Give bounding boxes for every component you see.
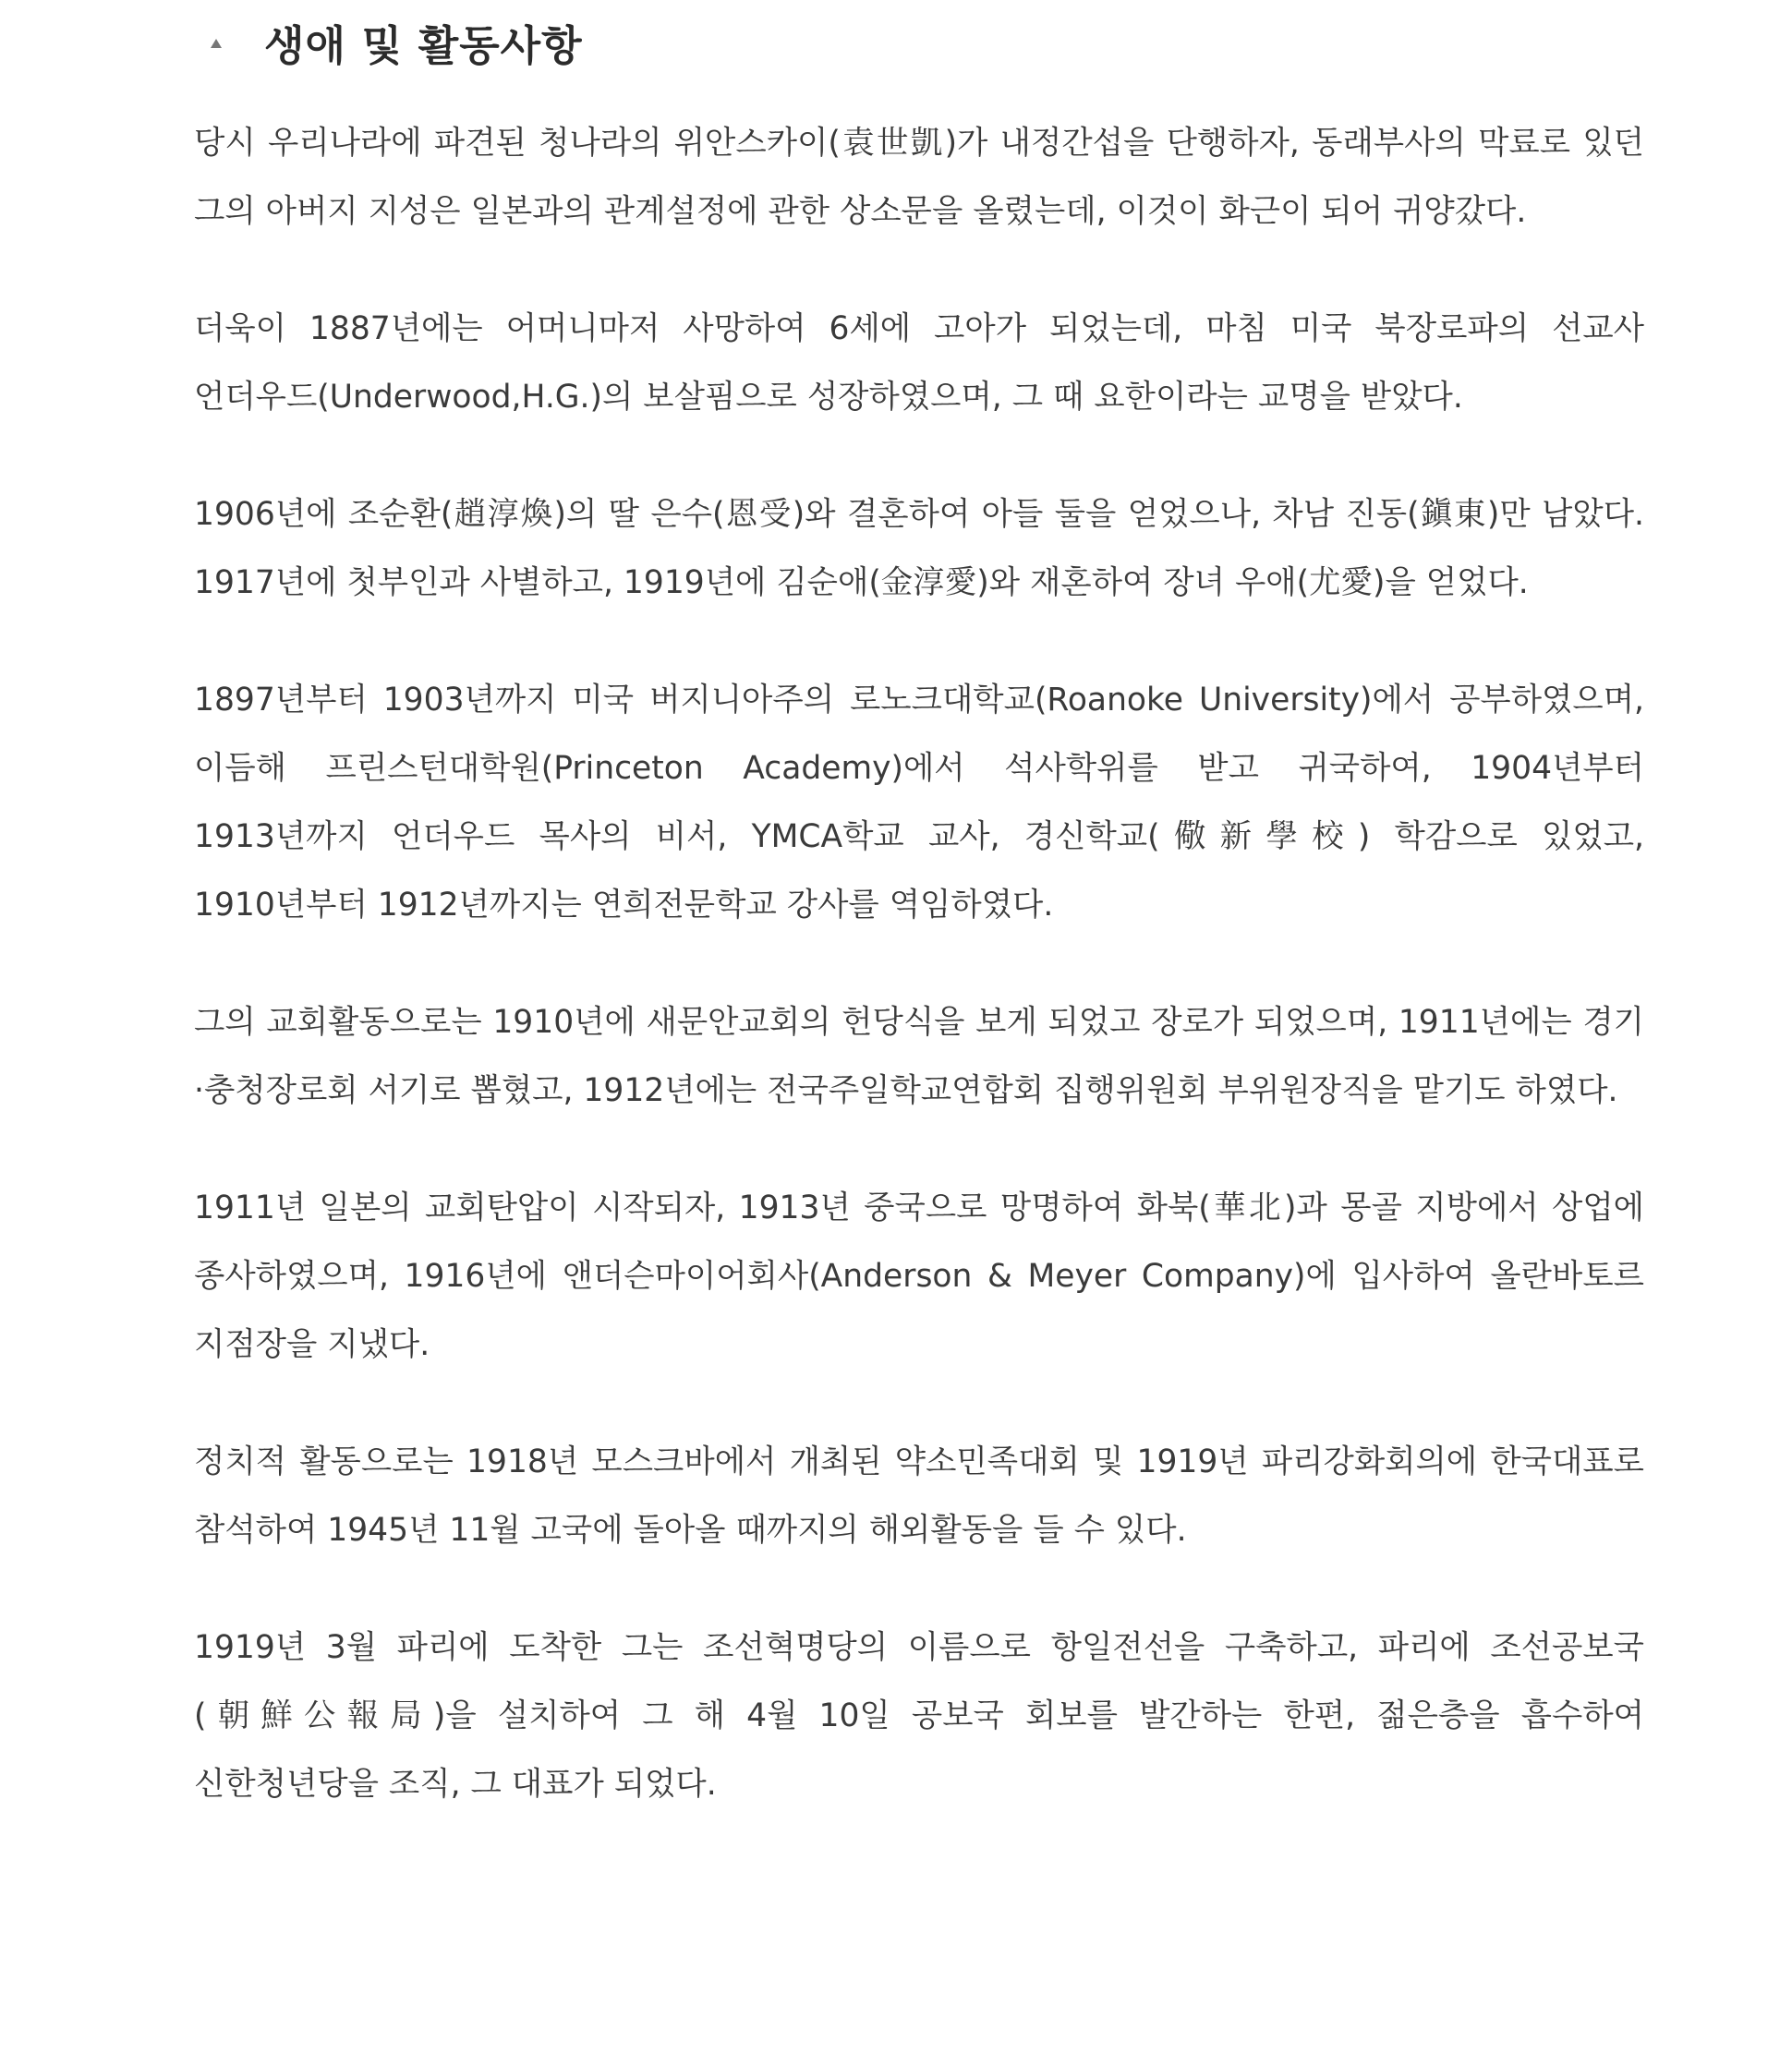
paragraph-5: 그의 교회활동으로는 1910년에 새문안교회의 헌당식을 보게 되었고 장로가 되었으며, 1911년에는 경기·충청장로회 서기로 뽑혔고, 1912년에는 전국주일학교연합회 집행위원회 부위원장직을 맡기도 하였다.	[194, 1004, 1644, 1109]
section-body	[194, 109, 1644, 1867]
section-title: 생애 및 활동사항	[264, 20, 583, 70]
paragraph-7: 정치적 활동으로는 1918년 모스크바에서 개최된 약소민족대회 및 1919년 파리강화회의에 한국대표로 참석하여 1945년 11월 고국에 돌아올 때까지의 해외활동을 들 수 있다.	[194, 1443, 1644, 1549]
paragraph-6: 1911년 일본의 교회탄압이 시작되자, 1913년 중국으로 망명하여 화북(華北)과 몽골 지방에서 상업에 종사하였으며, 1916년에 앤더슨마이어회사(Anderson & Meyer Company)에 입사하여 올란바토르 지점장을 지냈다.	[194, 1189, 1644, 1363]
paragraph-1: 당시 우리나라에 파견된 청나라의 위안스카이(袁世凱)가 내정간섭을 단행하자, 동래부사의 막료로 있던 그의 아버지 지성은 일본과의 관계설정에 관한 상소문을 올렸는데, 이것이 화근이 되어 귀양갔다.	[194, 125, 1644, 230]
section-header[interactable]	[211, 9, 583, 74]
paragraph-2: 더욱이 1887년에는 어머니마저 사망하여 6세에 고아가 되었는데, 마침 미국 북장로파의 선교사 언더우드(Underwood,H.G.)의 보살핌으로 성장하였으며, 그 때 요한이라는 교명을 받았다.	[194, 310, 1644, 416]
paragraph-3: 1906년에 조순환(趙淳煥)의 딸 은수(恩受)와 결혼하여 아들 둘을 얻었으나, 차남 진동(鎭東)만 남았다. 1917년에 첫부인과 사별하고, 1919년에 김순애(金淳愛)와 재혼하여 장녀 우애(尤愛)을 얻었다.	[194, 496, 1644, 601]
paragraph-4: 1897년부터 1903년까지 미국 버지니아주의 로노크대학교(Roanoke University)에서 공부하였으며, 이듬해 프린스턴대학원(Princeton Academy)에서 석사학위를 받고 귀국하여, 1904년부터 1913년까지 언더우드 목사의 비서, YMCA학교 교사, 경신학교(儆新學校) 학감으로 있었고, 1910년부터 1912년까지는 연희전문학교 강사를 역임하였다.	[194, 682, 1644, 924]
collapse-triangle-icon[interactable]	[211, 39, 222, 48]
paragraph-8: 1919년 3월 파리에 도착한 그는 조선혁명당의 이름으로 항일전선을 구축하고, 파리에 조선공보국(朝鮮公報局)을 설치하여 그 해 4월 10일 공보국 회보를 발간하는 한편, 젊은층을 흡수하여 신한청년당을 조직, 그 대표가 되었다.	[194, 1629, 1644, 1803]
